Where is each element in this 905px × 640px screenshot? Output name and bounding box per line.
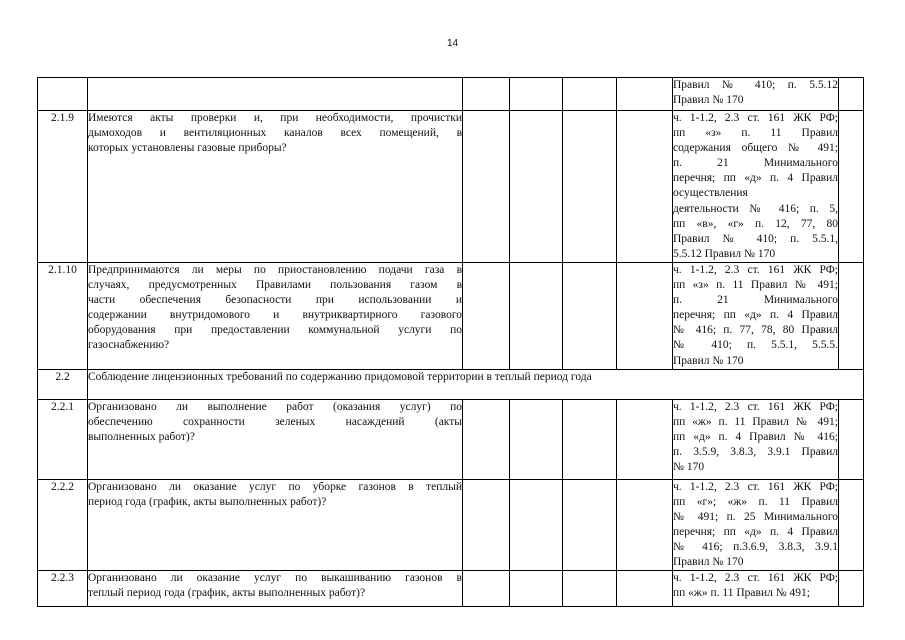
question-cell: [88, 78, 463, 111]
answer-cell: [510, 262, 563, 369]
item-number-cell: [38, 571, 88, 607]
legal-reference-line: ч. 1-1.2, 2.3 ст. 161 ЖК РФ;: [673, 480, 838, 493]
legal-reference-cell: [673, 111, 839, 263]
answer-cell: [463, 479, 510, 571]
legal-reference-line: № 491; п. 25 Минимального: [673, 510, 838, 523]
table-row: [38, 571, 864, 607]
answer-cell: [463, 111, 510, 263]
question-text-line: Предпринимаются ли меры по приостановлению подачи газа в: [88, 263, 462, 276]
item-number-cell: [38, 479, 88, 571]
question-text-line: дымоходов и вентиляционных каналов всех помещений, в: [88, 127, 462, 140]
legal-reference-line: пп «г»; «ж» п. 11 Правил: [673, 495, 838, 508]
legal-reference-line: деятельности № 416; п. 5,: [673, 202, 838, 215]
answer-cell: [510, 571, 563, 607]
question-cell: [88, 571, 463, 607]
legal-reference-line: пп «ж» п. 11 Правил № 491;: [673, 415, 838, 428]
answer-cell: [563, 479, 617, 571]
legal-reference-line: пп «з» п. 11 Правил № 491;: [673, 279, 838, 292]
legal-reference-line: № 410; п. 5.5.1, 5.5.5.: [673, 339, 838, 352]
question-text-line: Организовано ли оказание услуг по уборке газонов в теплый: [88, 480, 462, 493]
legal-reference-line: перечня; пп «д» п. 4 Правил: [673, 172, 838, 185]
answer-cell: [563, 571, 617, 607]
page-number: 14: [446, 38, 459, 49]
question-cell: [88, 479, 463, 571]
question-cell: [88, 399, 463, 479]
question-text-line: содержании внутридомового и внутриквартирного газового: [88, 309, 462, 322]
legal-reference-line: № 416; п. 77, 78, 80 Правил: [673, 324, 838, 337]
answer-cell: [617, 479, 673, 571]
question-text-line: период года (график, акты выполненных работ)?: [88, 495, 327, 508]
answer-cell: [617, 111, 673, 263]
question-text-line: Организовано ли оказание услуг по выкашиванию газонов в: [88, 572, 462, 585]
note-cell: [839, 479, 864, 571]
legal-reference-cell: [673, 479, 839, 571]
answer-cell: [617, 262, 673, 369]
answer-cell: [617, 78, 673, 111]
legal-reference-line: осуществления: [673, 187, 748, 200]
legal-reference-line: Правил № 170: [673, 354, 744, 367]
legal-reference-line: Правил № 170: [673, 556, 744, 569]
answer-cell: [510, 78, 563, 111]
question-text-line: которых установлены газовые приборы?: [88, 142, 287, 155]
legal-reference-cell: [673, 399, 839, 479]
answer-cell: [617, 399, 673, 479]
legal-reference-line: ч. 1-1.2, 2.3 ст. 161 ЖК РФ;: [673, 112, 838, 124]
legal-reference-cell: [673, 78, 839, 111]
note-cell: [839, 78, 864, 111]
legal-reference-cell: [673, 571, 839, 607]
item-number: 2.2: [55, 370, 70, 383]
legal-reference-line: пп «з» п. 11 Правил: [673, 127, 838, 140]
answer-cell: [563, 399, 617, 479]
legal-reference-line: пп «д» п. 4 Правил № 416;: [673, 430, 838, 443]
legal-reference-line: содержания общего № 491;: [673, 142, 838, 155]
question-text-line: теплый период года (график, акты выполненных работ)?: [88, 587, 366, 600]
item-number: 2.2.2: [51, 480, 74, 493]
item-number: 2.2.1: [51, 400, 74, 413]
item-number-cell: [38, 399, 88, 479]
legal-reference-line: п. 21 Минимального: [673, 157, 838, 170]
item-number-cell: [38, 78, 88, 111]
answer-cell: [463, 399, 510, 479]
item-number: 2.1.9: [51, 112, 74, 124]
answer-cell: [563, 111, 617, 263]
legal-reference-line: перечня; пп «д» п. 4 Правил: [673, 525, 838, 538]
legal-reference-line: п. 21 Минимального: [673, 294, 838, 307]
item-number: 2.2.3: [51, 572, 74, 585]
question-cell: [88, 262, 463, 369]
legal-reference-line: п. 3.5.9, 3.8.3, 3.9.1 Правил: [673, 445, 838, 458]
answer-cell: [510, 399, 563, 479]
legal-reference-line: перечня; пп «д» п. 4 Правил: [673, 309, 838, 322]
question-text-line: выполненных работ)?: [88, 430, 195, 443]
section-title: Соблюдение лицензионных требований по содержанию придомовой территории в теплый период года: [88, 370, 592, 383]
legal-reference-line: ч. 1-1.2, 2.3 ст. 161 ЖК РФ;: [673, 400, 838, 413]
table-row: [38, 369, 864, 399]
question-text-line: обеспечению сохранности зеленых насаждений (акты: [88, 415, 462, 428]
answer-cell: [617, 571, 673, 607]
question-text-line: части обеспечения безопасности при использовании и: [88, 294, 462, 307]
answer-cell: [510, 479, 563, 571]
note-cell: [839, 111, 864, 263]
checklist-table: [37, 77, 864, 607]
legal-reference-line: пп «ж» п. 11 Правил № 491;: [673, 587, 811, 600]
question-text-line: оборудования при предоставлении коммунальной услуги по: [88, 324, 462, 337]
legal-reference-line: Правил № 410; п. 5.5.1,: [673, 232, 838, 245]
section-title-cell: [88, 369, 864, 399]
legal-reference-line: № 170: [673, 460, 705, 473]
question-cell: [88, 111, 463, 263]
item-number-cell: [38, 369, 88, 399]
question-text-line: случаях, предусмотренных Правилами пользования газом в: [88, 279, 462, 292]
note-cell: [839, 571, 864, 607]
legal-reference-cell: [673, 262, 839, 369]
legal-reference-line: ч. 1-1.2, 2.3 ст. 161 ЖК РФ;: [673, 572, 838, 585]
answer-cell: [463, 571, 510, 607]
table-row: [38, 262, 864, 369]
note-cell: [839, 399, 864, 479]
answer-cell: [563, 262, 617, 369]
table-row: [38, 78, 864, 111]
item-number-cell: [38, 262, 88, 369]
answer-cell: [463, 78, 510, 111]
legal-reference-line: Правил № 170: [673, 94, 744, 107]
legal-reference-line: 5.5.12 Правил № 170: [673, 247, 776, 260]
answer-cell: [463, 262, 510, 369]
legal-reference-line: № 416; п.3.6.9, 3.8.3, 3.9.1: [673, 540, 838, 553]
item-number-cell: [38, 111, 88, 263]
legal-reference-line: пп «в», «г» п. 12, 77, 80: [673, 217, 838, 230]
table-row: [38, 479, 864, 571]
legal-reference-line: ч. 1-1.2, 2.3 ст. 161 ЖК РФ;: [673, 263, 838, 276]
question-text-line: Имеются акты проверки и, при необходимости, прочистки: [88, 112, 462, 124]
answer-cell: [510, 111, 563, 263]
table-row: [38, 399, 864, 479]
question-text-line: Организовано ли выполнение работ (оказания услуг) по: [88, 400, 462, 413]
item-number: 2.1.10: [48, 263, 77, 276]
question-text-line: газоснабжению?: [88, 339, 170, 352]
table-row: [38, 111, 864, 263]
legal-reference-line: Правил № 410; п. 5.5.12: [673, 79, 838, 91]
answer-cell: [563, 78, 617, 111]
note-cell: [839, 262, 864, 369]
